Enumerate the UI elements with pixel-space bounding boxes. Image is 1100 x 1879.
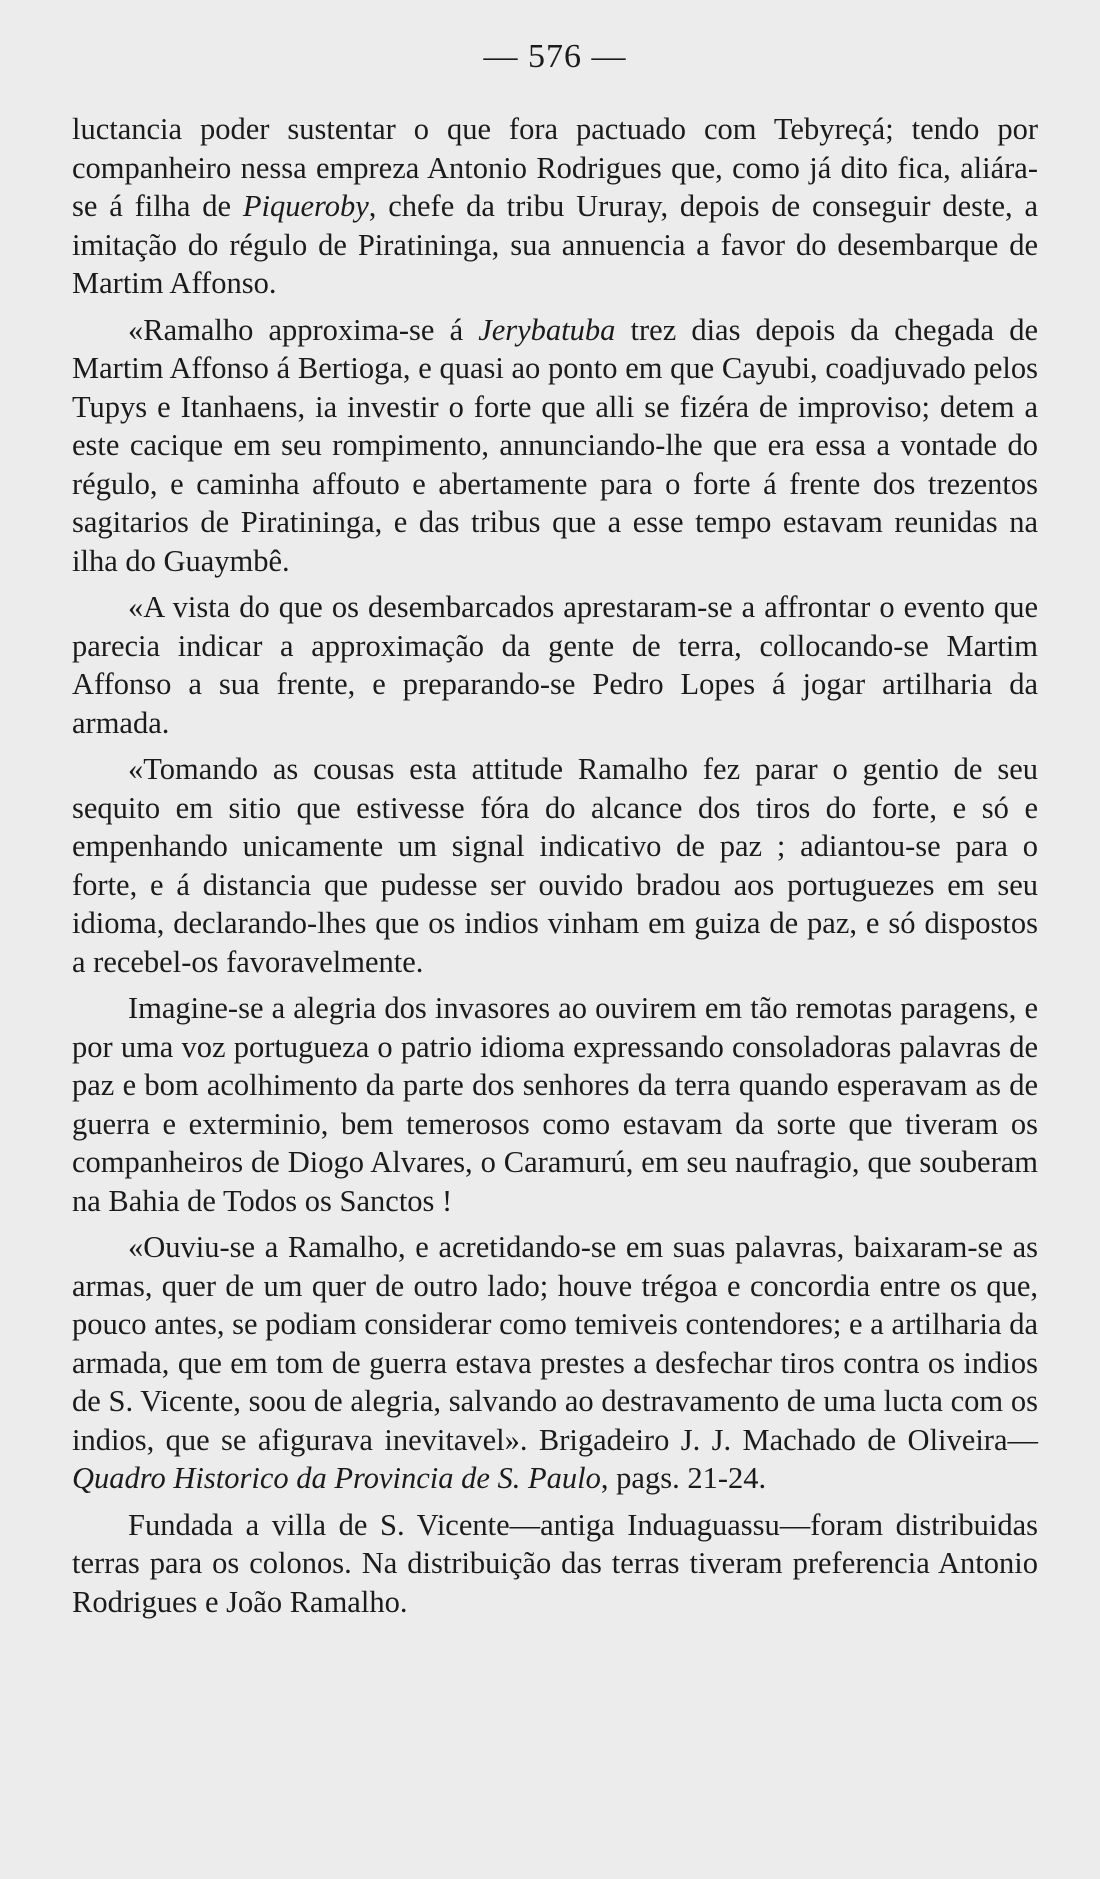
paragraph-7: Fundada a villa de S. Vicente—antiga Induaguassu—foram distribuidas terras para os colonos. Na distribuição das terras tiveram preferencia Antonio Rodrigues e João Ramalho. xyxy=(72,1507,1038,1619)
paragraph-1-italic-name: Piqueroby xyxy=(242,189,369,223)
paragraph-6-italic-title: Quadro Historico da Provincia de S. Paulo xyxy=(72,1461,601,1495)
paragraph-4: «Tomando as cousas esta attitude Ramalho fez parar o gentio de seu sequito em sitio que estivesse fóra do alcance dos tiros do forte, e só e empenhando unicamente um signal indicativo de paz ; adiantou-se para o forte, e á distancia que pudesse ser ouvido bradou aos portuguezes em seu idioma, declarando-lhes que os indios vinham em guiza de paz, e só dispostos a recebel-os favoravelmente. xyxy=(72,752,1038,979)
paragraph-1 xyxy=(72,110,1038,303)
paragraph-5: Imagine-se a alegria dos invasores ao ouvirem em tão remotas paragens, e por uma voz portugueza o patrio idioma expressando consoladoras palavras de paz e bom acolhimento da parte dos senhores da terra quando esperavam as de guerra e exterminio, bem temerosos como estavam da sorte que tiveram os companheiros de Diogo Alvares, o Caramurú, em seu naufragio, que souberam na Bahia de Todos os Sanctos ! xyxy=(72,991,1038,1218)
paragraph-2 xyxy=(72,311,1038,581)
paragraph-1-text-2: , chefe da tribu Ururay, depois de conseguir deste, a imitação do régulo de Piratininga, sua annuencia a favor do desembarque de Martim Affonso. xyxy=(72,189,1038,300)
paragraph-6-text-1: «Ouviu-se a Ramalho, e acretidando-se em suas palavras, baixaram-se as armas, quer de um quer de outro lado; houve trégoa e concordia entre os que, pouco antes, se podiam considerar como temiveis contendores; e a artilharia da armada, que em tom de guerra estava prestes a desfechar tiros contra os indios de S. Vicente, soou de alegria, salvando ao destravamento de uma lucta com os indios, que se afigurava inevitavel». Brigadeiro J. J. Machado de Oliveira— xyxy=(72,1230,1038,1457)
paragraph-6-text-2: , pags. 21-24. xyxy=(600,1461,767,1495)
paragraph-1-text-1: luctancia poder sustentar o que fora pactuado com Tebyreçá; tendo por companheiro nessa empreza Antonio Rodrigues que, como já dito fica, aliára-se á filha de xyxy=(72,112,1038,223)
paragraph-2-text-1: «Ramalho approxima-se á xyxy=(128,312,479,347)
page-number: — 576 — xyxy=(483,38,627,75)
paragraph-2-text-2: trez dias depois da chegada de Martim Affonso á Bertioga, e quasi ao ponto em que Cayubi, coadjuvado pelos Tupys e Itanhaens, ia investir o forte que alli se fizéra de improviso; detem a este cacique em seu rompimento, annunciando-lhe que era essa a vontade do régulo, e caminha affouto e abertamente para o forte á frente dos trezentos sagitarios de Piratininga, e das tribus que a esse tempo estavam reunidas na ilha do Guaymbê. xyxy=(72,312,1038,578)
paragraph-2-italic-place: Jerybatuba xyxy=(478,312,616,347)
paragraph-6 xyxy=(72,1228,1038,1498)
paragraph-3: «A vista do que os desembarcados aprestaram-se a affrontar o evento que parecia indicar a approximação da gente de terra, collocando-se Martim Affonso a sua frente, e preparando-se Pedro Lopes á jogar artilharia da armada. xyxy=(72,590,1038,740)
